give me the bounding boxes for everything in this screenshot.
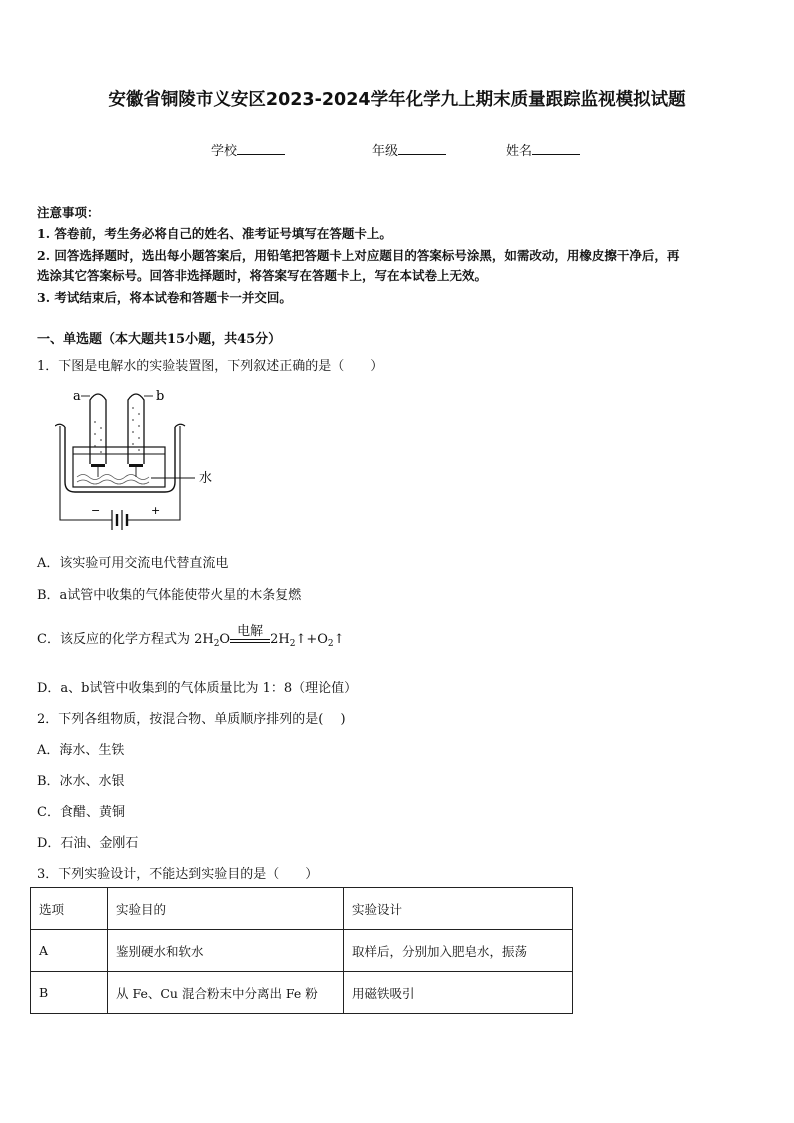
q1-option-d: D．a、b试管中收集到的气体质量比为 1：8（理论值） xyxy=(37,681,358,696)
row-a-purpose: 鉴别硬水和软水 xyxy=(108,930,344,972)
notice-item-3: 3. 考试结束后，将本试卷和答题卡一并交回。 xyxy=(37,290,292,305)
school-blank[interactable] xyxy=(237,142,285,155)
equation-condition: 电解 xyxy=(237,624,264,639)
q1-option-c xyxy=(37,624,345,649)
equation-arrow-2: ↑ xyxy=(333,632,345,647)
row-b-design: 用磁铁吸引 xyxy=(344,972,573,1014)
minus-label: − xyxy=(91,504,101,517)
school-label: 学校 xyxy=(211,144,238,159)
name-label: 姓名 xyxy=(506,144,533,159)
tube-a-label: a xyxy=(73,389,81,404)
question-3-table xyxy=(30,887,573,1014)
row-b-purpose: 从 Fe、Cu 混合粉末中分离出 Fe 粉 xyxy=(108,972,344,1014)
water-label: 水 xyxy=(199,471,213,486)
row-a-option: A xyxy=(31,930,108,972)
notice-item-1: 1. 答卷前，考生务必将自己的姓名、准考证号填写在答题卡上。 xyxy=(37,226,392,241)
q1-option-b: B．a试管中收集的气体能使带火星的木条复燃 xyxy=(37,588,302,603)
q1-option-a: A．该实验可用交流电代替直流电 xyxy=(37,556,229,571)
table-header-row xyxy=(31,888,573,930)
question-2-stem: 2．下列各组物质，按混合物、单质顺序排列的是( ) xyxy=(37,712,346,727)
header-purpose: 实验目的 xyxy=(108,888,344,930)
name-blank[interactable] xyxy=(532,142,580,155)
q2-option-c: C．食醋、黄铜 xyxy=(37,805,125,820)
page-title: 安徽省铜陵市义安区2023-2024学年化学九上期末质量跟踪监视模拟试题 xyxy=(108,90,686,110)
equation-arrow-1: ↑+O xyxy=(295,632,328,647)
header-design: 实验设计 xyxy=(344,888,573,930)
grade-blank[interactable] xyxy=(398,142,446,155)
equation-equals-sign xyxy=(230,639,270,643)
row-a-design: 取样后，分别加入肥皂水，振荡 xyxy=(344,930,573,972)
q2-option-b: B．冰水、水银 xyxy=(37,774,125,789)
q2-option-d: D．石油、金刚石 xyxy=(37,836,139,851)
equation-prefix: C．该反应的化学方程式为 2H xyxy=(37,632,214,647)
equation-sub-2: 2 xyxy=(289,639,296,649)
q2-option-a: A．海水、生铁 xyxy=(37,743,125,758)
row-b-option: B xyxy=(31,972,108,1014)
plus-label: + xyxy=(151,504,161,517)
electrolysis-apparatus-figure xyxy=(55,382,235,532)
tube-b-label: b xyxy=(156,389,165,404)
notice-heading: 注意事项： xyxy=(37,205,100,220)
equation-sub-1: 2 xyxy=(213,639,220,649)
section-heading: 一、单选题（本大题共15小题，共45分） xyxy=(37,332,282,347)
table-row xyxy=(31,972,573,1014)
equation-sub-3: 2 xyxy=(327,639,334,649)
school-field[interactable] xyxy=(211,140,285,159)
grade-label: 年级 xyxy=(372,144,399,159)
table-row xyxy=(31,930,573,972)
question-1-stem: 1．下图是电解水的实验装置图，下列叙述正确的是（ ） xyxy=(37,359,384,374)
notice-item-2-line-1: 2. 回答选择题时，选出每小题答案后，用铅笔把答题卡上对应题目的答案标号涂黑，如需改动，用橡皮擦干净后，再 xyxy=(37,248,680,263)
header-option: 选项 xyxy=(31,888,108,930)
name-field[interactable] xyxy=(506,140,580,159)
equation-product-1: 2H xyxy=(270,632,290,647)
question-3-stem: 3．下列实验设计，不能达到实验目的是（ ） xyxy=(37,867,319,882)
notice-item-2-line-2: 选涂其它答案标号。回答非选择题时，将答案写在答题卡上，写在本试卷上无效。 xyxy=(37,268,488,283)
equation-o: O xyxy=(219,632,231,647)
grade-field[interactable] xyxy=(372,140,446,159)
